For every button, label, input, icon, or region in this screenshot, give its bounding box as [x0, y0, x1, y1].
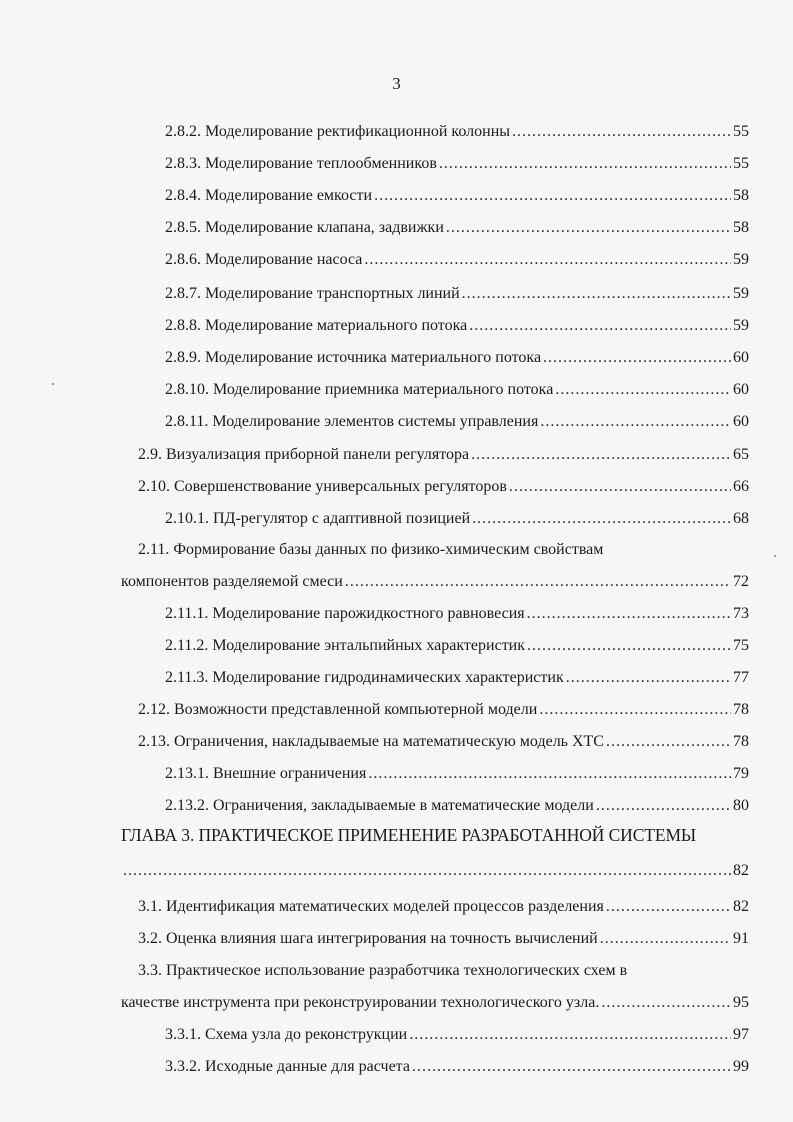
toc-entry-page: 73	[733, 605, 749, 622]
toc-entry-page: 55	[733, 123, 749, 140]
dot-leader	[600, 927, 731, 951]
toc-entry-page: 65	[733, 446, 749, 463]
toc-entry-page: 78	[733, 701, 749, 718]
toc-entry-title: 2.8.6. Моделирование насоса	[165, 251, 363, 268]
toc-entry[interactable]	[165, 346, 749, 370]
toc-entry-title: 2.8.3. Моделирование теплообменников	[165, 155, 437, 172]
toc-entry-page: 60	[733, 381, 749, 398]
toc-entry-title: 2.8.4. Моделирование емкости	[165, 187, 373, 204]
toc-entry[interactable]	[165, 216, 749, 240]
dot-leader	[364, 248, 731, 272]
dot-leader	[368, 762, 731, 786]
toc-entry[interactable]	[165, 152, 749, 176]
dot-leader	[555, 378, 731, 402]
toc-entry[interactable]	[165, 507, 749, 531]
dot-leader	[566, 666, 731, 690]
toc-entry[interactable]	[165, 248, 749, 272]
toc-entry-title: 2.12. Возможности представленной компьютерной модели	[138, 701, 538, 718]
toc-entry[interactable]	[165, 378, 749, 402]
toc-entry-page: 66	[733, 478, 749, 495]
toc-entry-title: 3.3.2. Исходные данные для расчета	[165, 1058, 410, 1075]
dot-leader	[409, 1023, 731, 1047]
dot-leader	[512, 120, 731, 144]
toc-entry-title: 3.1. Идентификация математических моделей процессов разделения	[138, 898, 604, 915]
toc-entry-title: компонентов разделяемой смеси	[121, 573, 343, 590]
dot-leader	[543, 346, 731, 370]
toc-entry[interactable]	[165, 184, 749, 208]
toc-entry-title: 2.8.8. Моделирование материального потока	[165, 317, 468, 334]
dot-leader	[606, 895, 731, 919]
toc-entry[interactable]	[165, 602, 749, 626]
toc-entry-title: качестве инструмента при реконструировании технологического узла.	[121, 994, 600, 1011]
toc-entry[interactable]	[138, 927, 749, 951]
toc-entry-title: 2.11.1. Моделирование парожидкостного равновесия	[165, 605, 525, 622]
dot-leader	[527, 634, 731, 658]
toc-entry-page: 55	[733, 155, 749, 172]
toc-entry-page: 60	[733, 413, 749, 430]
toc-entry-title: 2.13. Ограничения, накладываемые на математическую модель ХТС	[138, 733, 604, 750]
dot-leader	[439, 152, 731, 176]
dot-leader	[540, 410, 731, 434]
dot-leader	[446, 216, 731, 240]
toc-entry[interactable]	[121, 991, 749, 1015]
toc-entry[interactable]	[165, 762, 749, 786]
toc-entry[interactable]	[165, 314, 749, 338]
toc-entry-title: 3.2. Оценка влияния шага интегрирования на точность вычислений	[138, 930, 598, 947]
dot-leader	[471, 443, 731, 467]
toc-entry-page: 75	[733, 637, 749, 654]
toc-entry-page: 79	[733, 765, 749, 782]
dot-leader	[462, 282, 731, 306]
scan-speck	[52, 383, 54, 385]
toc-entry[interactable]	[165, 794, 749, 818]
toc-entry[interactable]	[121, 570, 749, 594]
toc-entry-title: 2.9. Визуализация приборной панели регулятора	[138, 446, 470, 463]
dot-leader	[412, 1055, 731, 1079]
toc-entry-page: 99	[733, 1058, 749, 1075]
toc-entry[interactable]	[165, 410, 749, 434]
dot-leader	[539, 698, 731, 722]
page-number: 3	[392, 74, 401, 93]
toc-entry-page: 91	[733, 930, 749, 947]
toc-entry-page: 59	[733, 285, 749, 302]
toc-entry-title: 2.13.2. Ограничения, закладываемые в математические модели	[165, 797, 594, 814]
dot-leader	[123, 859, 731, 883]
toc-entry[interactable]	[165, 1055, 749, 1079]
toc-entry-page: 80	[733, 797, 749, 814]
dot-leader	[374, 184, 731, 208]
toc-entry-page: 58	[733, 187, 749, 204]
scan-speck	[774, 555, 776, 557]
toc-entry-title: 2.8.11. Моделирование элементов системы управления	[165, 413, 539, 430]
toc-entry-page: 59	[733, 251, 749, 268]
toc-entry[interactable]	[138, 443, 749, 467]
toc-entry-title: 3.3.1. Схема узла до реконструкции	[165, 1026, 408, 1043]
toc-entry[interactable]	[165, 666, 749, 690]
dot-leader	[472, 507, 731, 531]
dot-leader	[469, 314, 731, 338]
toc-entry-title-line1: 3.3. Практическое использование разработчика технологических схем в	[138, 962, 628, 979]
dot-leader	[596, 794, 731, 818]
toc-entry[interactable]	[138, 475, 749, 499]
toc-entry[interactable]	[121, 859, 749, 883]
toc-entry-page: 72	[733, 573, 749, 590]
dot-leader	[527, 602, 731, 626]
toc-entry-page: 95	[733, 994, 749, 1011]
toc-entry-title: 2.8.7. Моделирование транспортных линий	[165, 285, 460, 302]
toc-entry-page: 59	[733, 317, 749, 334]
toc-entry-title: 2.8.5. Моделирование клапана, задвижки	[165, 219, 444, 236]
toc-entry-page: 77	[733, 669, 749, 686]
toc-entry[interactable]	[165, 120, 749, 144]
toc-entry-title: 2.8.2. Моделирование ректификационной колонны	[165, 123, 511, 140]
dot-leader	[601, 991, 731, 1015]
dot-leader	[509, 475, 731, 499]
toc-entry[interactable]	[138, 730, 749, 754]
toc-entry[interactable]	[138, 895, 749, 919]
toc-entry[interactable]	[165, 282, 749, 306]
dot-leader	[345, 570, 731, 594]
toc-entry[interactable]	[138, 698, 749, 722]
dot-leader	[606, 730, 731, 754]
toc-entry-title: 2.8.9. Моделирование источника материального потока	[165, 349, 542, 366]
toc-entry-page: 78	[733, 733, 749, 750]
toc-entry-page: 82	[733, 898, 749, 915]
toc-entry-title: 2.8.10. Моделирование приемника материального потока	[165, 381, 554, 398]
toc-entry-title-line1: 2.11. Формирование базы данных по физико-химическим свойствам	[138, 541, 604, 558]
toc-entry-page: 82	[733, 862, 749, 879]
toc-entry-title: 2.13.1. Внешние ограничения	[165, 765, 367, 782]
toc-entry-page: 68	[733, 510, 749, 527]
toc-entry-title: 2.10.1. ПД-регулятор с адаптивной позицией	[165, 510, 471, 527]
toc-entry-page: 60	[733, 349, 749, 366]
chapter-heading: ГЛАВА 3. ПРАКТИЧЕСКОЕ ПРИМЕНЕНИЕ РАЗРАБОТАННОЙ СИСТЕМЫ	[121, 825, 697, 845]
toc-entry-page: 58	[733, 219, 749, 236]
toc-entry-title: 2.11.3. Моделирование гидродинамических характеристик	[165, 669, 564, 686]
toc-entry-page: 97	[733, 1026, 749, 1043]
toc-entry[interactable]	[165, 1023, 749, 1047]
toc-entry-title: 2.11.2. Моделирование энтальпийных характеристик	[165, 637, 526, 654]
toc-entry-title: 2.10. Совершенствование универсальных регуляторов	[138, 478, 507, 495]
toc-entry[interactable]	[165, 634, 749, 658]
